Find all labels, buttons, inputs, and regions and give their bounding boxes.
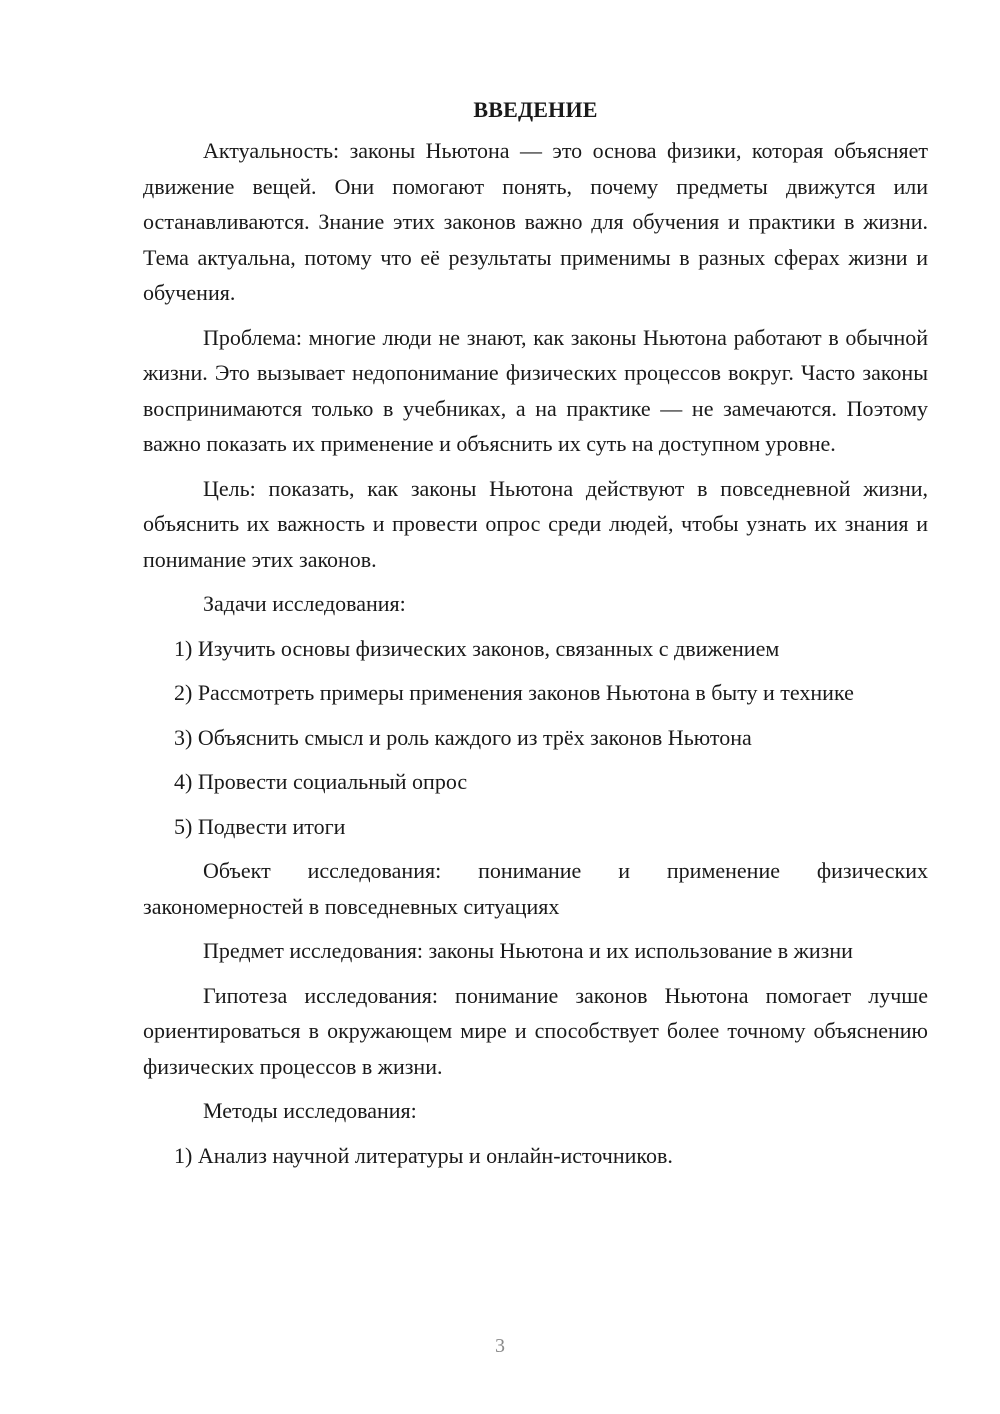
paragraph-object: Объект исследования: понимание и применение физических закономерностей в повседневных ситуациях <box>143 858 928 919</box>
task-item-4: 4) Провести социальный опрос <box>174 769 468 794</box>
paragraph-hypothesis: Гипотеза исследования: понимание законов Ньютона помогает лучше ориентироваться в окружающем мире и способствует более точному объяснению физических процессов в жизни. <box>143 982 928 1079</box>
task-item-2: 2) Рассмотреть примеры применения законов Ньютона в быту и технике <box>174 680 854 705</box>
methods-heading: Методы исследования: <box>203 1098 417 1123</box>
task-item-1: 1) Изучить основы физических законов, связанных с движением <box>174 635 780 661</box>
task-item-5: 5) Подвести итоги <box>174 813 346 839</box>
tasks-heading: Задачи исследования: <box>203 591 406 616</box>
page-number: 3 <box>495 1335 505 1357</box>
paragraph-goal: Цель: показать, как законы Ньютона действуют в повседневной жизни, объяснить их важность и провести опрос среди людей, чтобы узнать их знания и понимание этих законов. <box>143 475 928 572</box>
paragraph-subject: Предмет исследования: законы Ньютона и их использование в жизни <box>203 938 853 963</box>
section-title: ВВЕДЕНИЕ <box>473 97 598 122</box>
method-item-1: 1) Анализ научной литературы и онлайн-источников. <box>174 1142 673 1168</box>
paragraph-problem: Проблема: многие люди не знают, как законы Ньютона работают в обычной жизни. Это вызывает недопонимание физических процессов вокруг. Часто законы воспринимаются только в учебниках, а на практике — не замечаются. Поэтому важно показать их применение и объяснить их суть на доступном уровне. <box>143 324 928 456</box>
page-content <box>143 93 928 1182</box>
paragraph-relevance: Актуальность: законы Ньютона — это основа физики, которая объясняет движение вещей. Они помогают понять, почему предметы движутся или останавливаются. Знание этих законов важно для обучения и практики в жизни. Тема актуальна, потому что её результаты применимы в разных сферах жизни и обучения. <box>143 138 928 305</box>
task-item-3: 3) Объяснить смысл и роль каждого из трёх законов Ньютона <box>174 724 752 750</box>
